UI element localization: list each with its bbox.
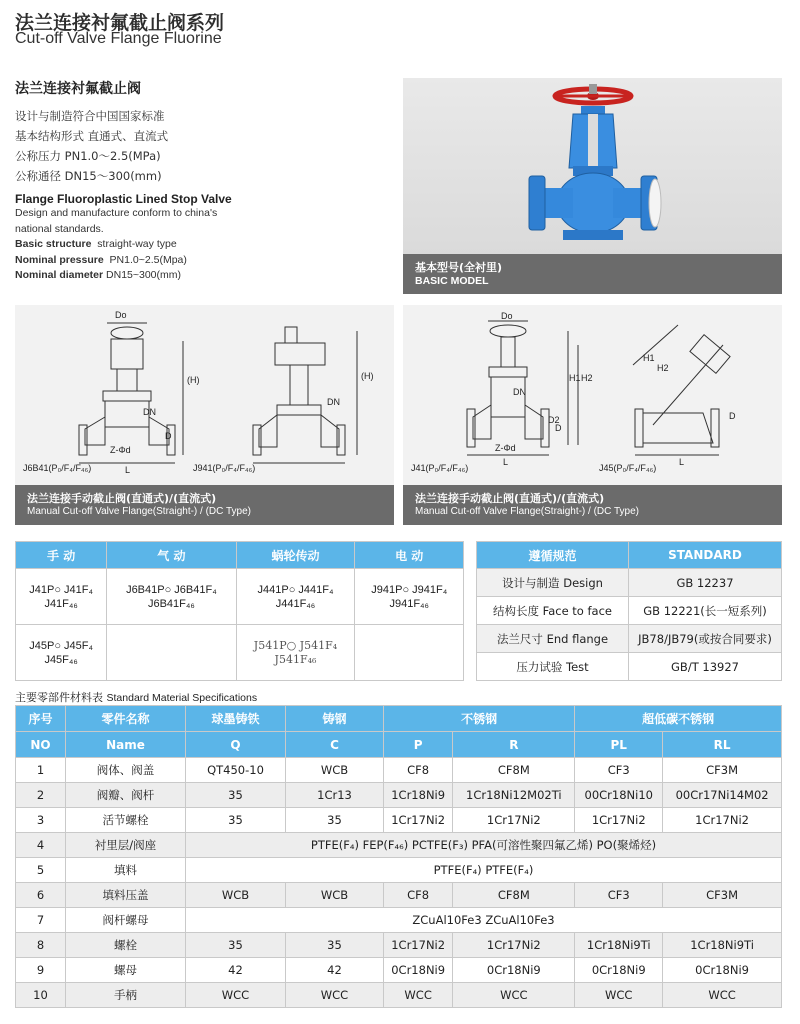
table-cell: 35 bbox=[186, 933, 286, 958]
dim-dn: DN bbox=[327, 397, 340, 407]
table-cell: 螺栓 bbox=[66, 933, 186, 958]
table-cell: 1Cr18Ni9Ti bbox=[575, 933, 663, 958]
label-text: J941 bbox=[193, 463, 213, 473]
table-cell: WCB bbox=[186, 883, 286, 908]
header-manual: 手 动 bbox=[16, 542, 107, 569]
materials-table bbox=[15, 705, 782, 1008]
intro-heading-cn: 法兰连接衬氟截止阀 bbox=[15, 81, 141, 97]
dim-d: D bbox=[165, 431, 172, 441]
value: PN1.0~2.5(Mpa) bbox=[109, 253, 187, 266]
table-cell: 10 bbox=[16, 983, 66, 1008]
table-header-row bbox=[16, 732, 782, 758]
header-pneumatic: 气 动 bbox=[107, 542, 236, 569]
header-low-carbon-stainless: 超低碳不锈钢 bbox=[575, 706, 782, 732]
table-row bbox=[477, 625, 782, 653]
table-cell: 1Cr13 bbox=[286, 783, 384, 808]
table-cell: WCC bbox=[663, 983, 782, 1008]
drawing-caption-cn: 法兰连接手动截止阀(直通式)/(直流式) bbox=[415, 492, 605, 505]
table-cell: 填料压盖 bbox=[66, 883, 186, 908]
table-row bbox=[16, 933, 782, 958]
table-row bbox=[16, 808, 782, 833]
intro-design-en: Design and manufacture conform to china's bbox=[15, 207, 218, 219]
table-cell bbox=[355, 625, 464, 681]
header-rl: RL bbox=[663, 732, 782, 758]
table-cell: 阀杆螺母 bbox=[66, 908, 186, 933]
table-row bbox=[16, 758, 782, 783]
table-header-row bbox=[16, 706, 782, 732]
header-name: Name bbox=[66, 732, 186, 758]
table-cell: 1 bbox=[16, 758, 66, 783]
drawing-caption-en: Manual Cut-off Valve Flange(Straight-) / (DC Type) bbox=[415, 506, 639, 517]
table-cell: 1Cr18Ni12M02Ti bbox=[453, 783, 575, 808]
table-cell: 1Cr18Ni9Ti bbox=[663, 933, 782, 958]
drawing-left bbox=[15, 305, 394, 525]
value: straight-way type bbox=[97, 238, 177, 250]
dim-h: (H) bbox=[361, 371, 374, 381]
table-cell: 3 bbox=[16, 808, 66, 833]
table-row bbox=[16, 569, 464, 625]
valve-drawing-dc bbox=[403, 305, 782, 485]
table-cell: 2 bbox=[16, 783, 66, 808]
table-cell: 0Cr18Ni9 bbox=[663, 958, 782, 983]
table-cell: 00Cr17Ni14M02 bbox=[663, 783, 782, 808]
table-cell: J541P○ J541F₄ J541F₄₆ bbox=[236, 625, 355, 681]
table-cell: 螺母 bbox=[66, 958, 186, 983]
table-cell: GB 12221(长一短系列) bbox=[629, 597, 782, 625]
label-suffix: (P₀/F₄/F₄₆) bbox=[425, 463, 469, 473]
header-electric: 电 动 bbox=[355, 542, 464, 569]
drawing-label-b bbox=[193, 463, 255, 473]
table-cell: PTFE(F₄) PTFE(F₄) bbox=[186, 858, 782, 883]
table-cell: J6B41P○ J6B41F₄ J6B41F₄₆ bbox=[107, 569, 236, 625]
table-cell: 结构长度 Face to face bbox=[477, 597, 629, 625]
table-cell: WCC bbox=[186, 983, 286, 1008]
table-cell: 1Cr17Ni2 bbox=[384, 808, 453, 833]
table-cell: 法兰尺寸 End flange bbox=[477, 625, 629, 653]
table-cell: 1Cr18Ni9 bbox=[384, 783, 453, 808]
table-cell: 压力试验 Test bbox=[477, 653, 629, 681]
dim-h2: H2 bbox=[581, 373, 593, 383]
label-text: J6B41 bbox=[23, 463, 49, 473]
label-suffix: (P₀/F₄/F₄₆) bbox=[212, 463, 256, 473]
header-r: R bbox=[453, 732, 575, 758]
value: DN15~300(mm) bbox=[106, 269, 182, 281]
table-cell: 1Cr17Ni2 bbox=[575, 808, 663, 833]
label-text: J41 bbox=[411, 463, 426, 473]
intro-basic-structure bbox=[15, 237, 395, 253]
table-cell: 衬里层/阀座 bbox=[66, 833, 186, 858]
table-cell: 手柄 bbox=[66, 983, 186, 1008]
table-cell: 阀瓣、阀杆 bbox=[66, 783, 186, 808]
table-row bbox=[16, 983, 782, 1008]
drive-type-table bbox=[15, 541, 464, 681]
table-cell: CF3 bbox=[575, 883, 663, 908]
label-suffix: (P₀/F₄/F₄₆) bbox=[48, 463, 92, 473]
drawing-caption-cn: 法兰连接手动截止阀(直通式)/(直流式) bbox=[27, 492, 217, 505]
dim-d2: D2 bbox=[548, 415, 560, 425]
table-cell: WCB bbox=[286, 758, 384, 783]
table-cell: WCC bbox=[384, 983, 453, 1008]
valve-drawing-straight bbox=[15, 305, 394, 485]
table-header-row bbox=[477, 542, 782, 569]
table-cell: 5 bbox=[16, 858, 66, 883]
table-cell: 42 bbox=[286, 958, 384, 983]
table-cell: PTFE(F₄) FEP(F₄₆) PCTFE(F₃) PFA(可溶性聚四氟乙烯) PO(聚烯烃) bbox=[186, 833, 782, 858]
page-title: 法兰连接衬氟截止阀系列 bbox=[15, 12, 225, 34]
intro-line: 公称通径 DN15～300(mm) bbox=[15, 169, 162, 183]
table-cell: 35 bbox=[186, 783, 286, 808]
table-cell: 1Cr17Ni2 bbox=[384, 933, 453, 958]
header-standard-cn: 遵循规范 bbox=[477, 542, 629, 569]
table-cell: 阀体、阀盖 bbox=[66, 758, 186, 783]
dim-h: (H) bbox=[187, 375, 200, 385]
header-c: C bbox=[286, 732, 384, 758]
table-cell: 1Cr17Ni2 bbox=[453, 808, 575, 833]
table-cell: CF8 bbox=[384, 883, 453, 908]
intro-line: 公称压力 PN1.0～2.5(MPa) bbox=[15, 149, 161, 163]
drawing-caption-en: Manual Cut-off Valve Flange(Straight-) / (DC Type) bbox=[27, 506, 251, 517]
table-cell: 35 bbox=[186, 808, 286, 833]
standard-table bbox=[476, 541, 782, 681]
product-photo bbox=[403, 78, 782, 294]
dim-l: L bbox=[503, 457, 509, 467]
label: Basic structure bbox=[15, 238, 92, 250]
materials-title-cn: 主要零部件材料表 bbox=[15, 691, 103, 704]
table-row bbox=[477, 653, 782, 681]
materials-title bbox=[15, 689, 257, 705]
dim-h2: H2 bbox=[657, 363, 669, 373]
header-standard-en: STANDARD bbox=[629, 542, 782, 569]
table-cell: 1Cr17Ni2 bbox=[663, 808, 782, 833]
header-no: NO bbox=[16, 732, 66, 758]
header-no-cn: 序号 bbox=[16, 706, 66, 732]
label-suffix: (P₀/F₄/F₄₆) bbox=[613, 463, 657, 473]
table-cell: 6 bbox=[16, 883, 66, 908]
drawing-label-a bbox=[411, 463, 468, 473]
intro-section bbox=[15, 78, 395, 284]
table-row bbox=[16, 833, 782, 858]
dim-do: Do bbox=[501, 311, 513, 321]
table-cell: 设计与制造 Design bbox=[477, 569, 629, 597]
table-cell: J45P○ J45F₄ J45F₄₆ bbox=[16, 625, 107, 681]
table-cell: 活节螺栓 bbox=[66, 808, 186, 833]
dim-d: D bbox=[555, 423, 562, 433]
page-subtitle: Cut-off Valve Flange Fluorine bbox=[15, 30, 222, 47]
table-cell bbox=[107, 625, 236, 681]
label-text: J45 bbox=[599, 463, 614, 473]
table-cell: 1Cr17Ni2 bbox=[453, 933, 575, 958]
table-cell: WCC bbox=[575, 983, 663, 1008]
label: Nominal diameter bbox=[15, 269, 104, 281]
table-cell: 8 bbox=[16, 933, 66, 958]
table-row bbox=[16, 883, 782, 908]
table-row bbox=[477, 597, 782, 625]
dim-dn: DN bbox=[513, 387, 526, 397]
header-cast-steel: 铸钢 bbox=[286, 706, 384, 732]
table-cell: GB/T 13927 bbox=[629, 653, 782, 681]
dim-l: L bbox=[125, 465, 131, 475]
header-p: P bbox=[384, 732, 453, 758]
table-cell: QT450-10 bbox=[186, 758, 286, 783]
header-pl: PL bbox=[575, 732, 663, 758]
table-cell: 35 bbox=[286, 933, 384, 958]
header-stainless: 不锈钢 bbox=[384, 706, 575, 732]
table-cell: WCC bbox=[453, 983, 575, 1008]
drawing-label-b bbox=[599, 463, 656, 473]
table-cell: 35 bbox=[286, 808, 384, 833]
header-name-cn: 零件名称 bbox=[66, 706, 186, 732]
table-cell: GB 12237 bbox=[629, 569, 782, 597]
table-cell: CF3M bbox=[663, 883, 782, 908]
table-cell: 0Cr18Ni9 bbox=[453, 958, 575, 983]
table-row bbox=[477, 569, 782, 597]
dim-do: Do bbox=[115, 310, 127, 320]
dim-h1: H1 bbox=[643, 353, 655, 363]
table-header-row bbox=[16, 542, 464, 569]
drawing-caption bbox=[15, 485, 394, 525]
intro-heading-en: Flange Fluoroplastic Lined Stop Valve bbox=[15, 192, 232, 206]
table-cell: J441P○ J441F₄ J441F₄₆ bbox=[236, 569, 355, 625]
table-cell: CF3 bbox=[575, 758, 663, 783]
table-cell: 0Cr18Ni9 bbox=[575, 958, 663, 983]
table-cell: CF3M bbox=[663, 758, 782, 783]
drawing-right bbox=[403, 305, 782, 525]
table-cell: CF8 bbox=[384, 758, 453, 783]
table-cell: 7 bbox=[16, 908, 66, 933]
table-row bbox=[16, 783, 782, 808]
table-cell: 0Cr18Ni9 bbox=[384, 958, 453, 983]
table-cell: 4 bbox=[16, 833, 66, 858]
table-cell: 填料 bbox=[66, 858, 186, 883]
table-cell: J941P○ J941F₄ J941F₄₆ bbox=[355, 569, 464, 625]
label: Nominal pressure bbox=[15, 253, 104, 266]
dim-h1: H1 bbox=[569, 373, 581, 383]
table-cell: 42 bbox=[186, 958, 286, 983]
photo-caption-en: BASIC MODEL bbox=[415, 275, 489, 287]
intro-line: 设计与制造符合中国国家标准 bbox=[15, 109, 165, 123]
dim-zphi: Z-Φd bbox=[110, 445, 131, 455]
valve-photo-illustration bbox=[403, 78, 782, 254]
intro-design-en: national standards. bbox=[15, 222, 104, 235]
table-cell: J41P○ J41F₄ J41F₄₆ bbox=[16, 569, 107, 625]
photo-caption bbox=[403, 254, 782, 294]
table-cell: 00Cr18Ni10 bbox=[575, 783, 663, 808]
dim-zphi: Z-Φd bbox=[495, 443, 516, 453]
photo-caption-cn: 基本型号(全衬里) bbox=[415, 261, 503, 274]
table-cell: JB78/JB79(或按合同要求) bbox=[629, 625, 782, 653]
table-row bbox=[16, 858, 782, 883]
header-worm-gear: 蜗轮传动 bbox=[236, 542, 355, 569]
header-ductile-iron: 球墨铸铁 bbox=[186, 706, 286, 732]
dim-d: D bbox=[729, 411, 736, 421]
materials-title-en: Standard Material Specifications bbox=[106, 692, 258, 704]
drawing-label-a bbox=[23, 463, 91, 473]
intro-nominal-diameter bbox=[15, 268, 395, 284]
dim-l: L bbox=[679, 457, 685, 467]
table-cell: CF8M bbox=[453, 758, 575, 783]
table-row bbox=[16, 625, 464, 681]
header-q: Q bbox=[186, 732, 286, 758]
drawing-caption bbox=[403, 485, 782, 525]
table-cell: CF8M bbox=[453, 883, 575, 908]
dim-dn: DN bbox=[143, 407, 156, 417]
table-row bbox=[16, 908, 782, 933]
intro-nominal-pressure bbox=[15, 253, 395, 269]
intro-line: 基本结构形式 直通式、直流式 bbox=[15, 129, 169, 143]
table-cell: WCB bbox=[286, 883, 384, 908]
table-cell: ZCuAl10Fe3 ZCuAl10Fe3 bbox=[186, 908, 782, 933]
table-cell: WCC bbox=[286, 983, 384, 1008]
table-row bbox=[16, 958, 782, 983]
table-cell: 9 bbox=[16, 958, 66, 983]
